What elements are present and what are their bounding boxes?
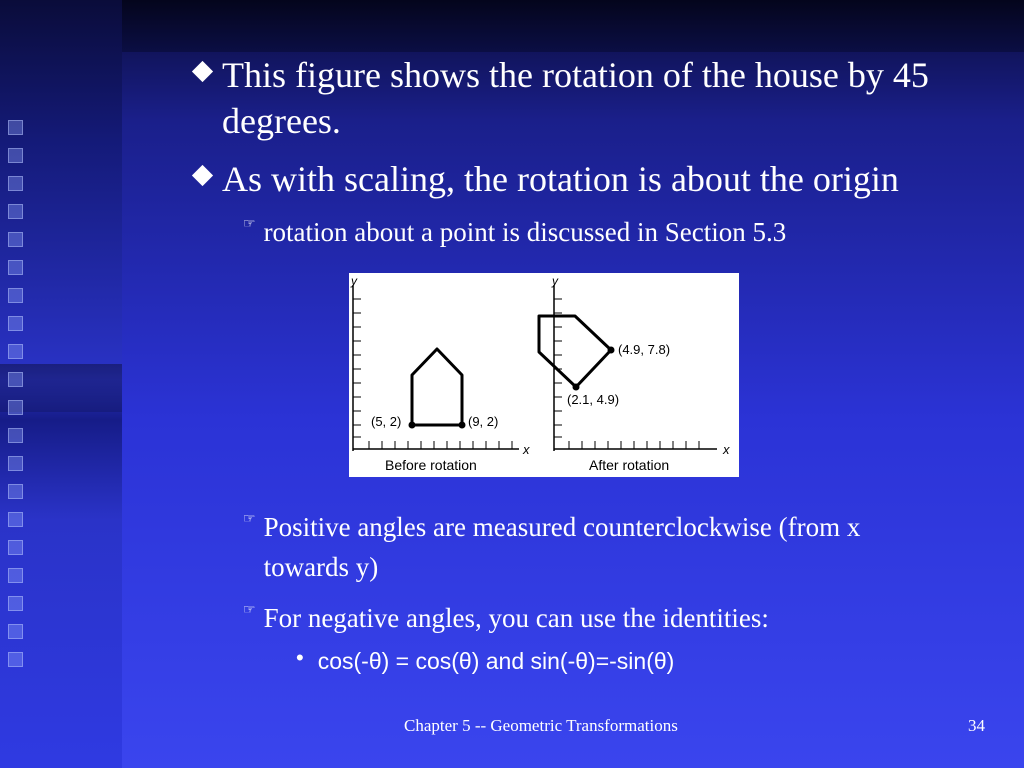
point-5-2 <box>409 422 416 429</box>
footer-chapter: Chapter 5 -- Geometric Transformations <box>404 716 678 735</box>
right-panel <box>539 274 730 473</box>
diamond-bullet-icon <box>192 165 213 186</box>
bullet-2-text: As with scaling, the rotation is about the origin <box>222 159 899 199</box>
diamond-bullet-icon <box>192 61 213 82</box>
label-2-1-4-9: (2.1, 4.9) <box>567 392 620 407</box>
pointing-hand-icon: ☞ <box>243 512 256 527</box>
caption-after-rotation: After rotation <box>589 457 670 473</box>
bullet-2 <box>195 156 995 202</box>
sub-bullet-1-text: rotation about a point is discussed in Section 5.3 <box>263 217 787 247</box>
label-4-9-7-8: (4.9, 7.8) <box>618 342 671 357</box>
left-panel <box>350 274 530 473</box>
point-4-9-7-8 <box>608 347 615 354</box>
label-5-2: (5, 2) <box>371 414 402 429</box>
left-x-ticks <box>369 441 512 449</box>
bullet-1-text: This figure shows the rotation of the house by 45 degrees. <box>222 55 929 141</box>
left-decorative-strip <box>0 0 122 768</box>
point-9-2 <box>459 422 466 429</box>
sub-bullet-3 <box>243 598 963 638</box>
decorative-squares <box>8 120 28 680</box>
sub-bullet-3-text: For negative angles, you can use the identities: <box>263 603 769 633</box>
rotation-figure <box>349 273 739 477</box>
left-y-axis-label: y <box>351 274 357 288</box>
top-dark-bar <box>122 0 1024 52</box>
label-9-2: (9, 2) <box>468 414 499 429</box>
pointing-hand-icon: ☞ <box>243 603 256 618</box>
pointing-hand-icon: ☞ <box>243 217 256 232</box>
identity-text: cos(-θ) = cos(θ) and sin(-θ)=-sin(θ) <box>317 648 675 674</box>
sub-bullet-2-text: Positive angles are measured counterclockwise (from x towards y) <box>263 512 861 582</box>
house-after-rotation <box>539 316 611 387</box>
right-x-axis-label: x <box>723 442 730 457</box>
left-x-axis-label: x <box>523 442 530 457</box>
sub-sub-bullet <box>296 645 896 677</box>
dot-bullet-icon: • <box>296 645 304 670</box>
footer-page-number: 34 <box>968 716 985 735</box>
bullet-1 <box>195 52 985 144</box>
point-2-1-4-9 <box>573 384 580 391</box>
right-x-ticks <box>569 441 699 449</box>
caption-before-rotation: Before rotation <box>385 457 477 473</box>
sub-bullet-1 <box>243 212 963 252</box>
house-before-rotation <box>412 349 462 425</box>
right-y-axis-label: y <box>552 274 558 288</box>
sub-bullet-2 <box>243 507 943 587</box>
left-y-ticks <box>353 299 361 437</box>
